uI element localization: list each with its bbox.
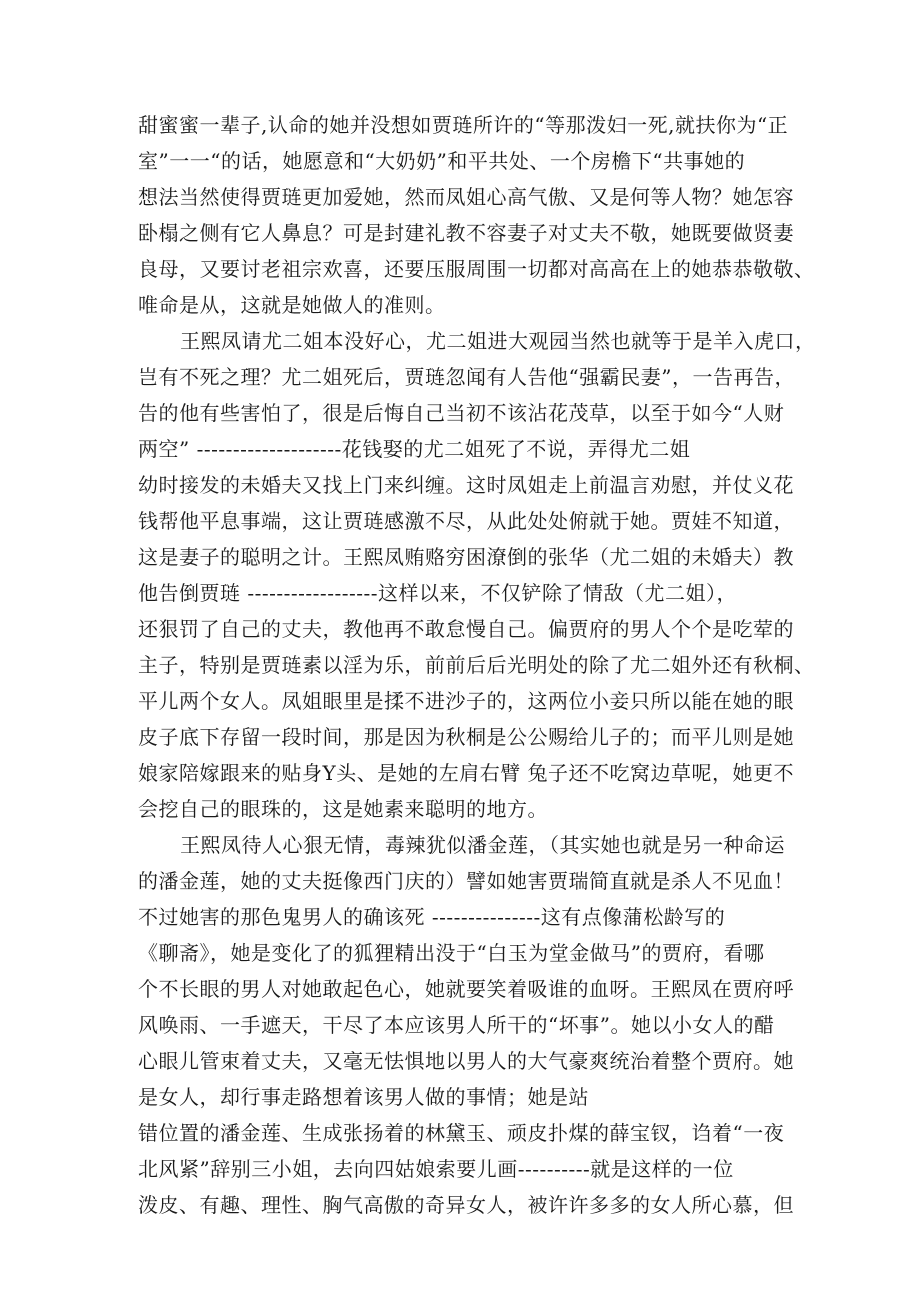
text-line: 是女人，却行事走路想着该男人做的事情；她是站 — [138, 1085, 589, 1109]
text-line: 两空” --------------------花钱娶的尤二姐死了不说，弄得尤二姐 — [138, 437, 691, 461]
text-line: 主子，特别是贾琏素以淫为乐，前前后后光明处的除了尤二姐外还有秋桐、 — [138, 653, 815, 677]
text-line: 不过她害的那色鬼男人的确该死 ---------------这有点像蒲松龄写的 — [138, 905, 726, 929]
text-line: 北风紧”辞别三小姐，去向四姑娘索要儿画----------就是这样的一位 — [138, 1157, 734, 1181]
text-line: 个不长眼的男人对她敢起色心，她就要笑着吸谁的血呀。王熙凤在贾府呼 — [138, 977, 794, 1001]
paragraph-first-line: 王熙凤待人心狠无情，毒辣犹似潘金莲，（其实她也就是另一种命运 — [180, 833, 785, 857]
paragraph-first-line: 王熙凤请尤二姐本没好心，尤二姐进大观园当然也就等于是羊入虎口， — [180, 329, 816, 353]
text-line: 钱帮他平息事端，这让贾琏感激不尽，从此处处俯就于她。贾娃不知道， — [138, 509, 794, 533]
text-line: 想法当然使得贾琏更加爱她，然而凤姐心高气傲、又是何等人物？她怎容 — [138, 185, 794, 209]
text-line: 平儿两个女人。凤姐眼里是揉不进沙子的，这两位小妾只所以能在她的眼 — [138, 689, 794, 713]
text-line: 唯命是从，这就是她做人的准则。 — [138, 293, 446, 317]
text-line: 会挖自己的眼珠的，这是她素来聪明的地方。 — [138, 797, 548, 821]
text-line: 良母，又要讨老祖宗欢喜，还要压服周围一切都对高高在上的她恭恭敬敬、 — [138, 257, 815, 281]
text-line: 心眼儿管束着丈夫，又毫无怯惧地以男人的大气豪爽统治着整个贾府。她 — [138, 1049, 794, 1073]
text-line: 室”一一“的话，她愿意和“大奶奶”和平共处、一个房檐下“共事她的 — [138, 149, 746, 173]
text-line: 幼时接发的未婚夫又找上门来纠缠。这时凤姐走上前温言劝慰，并仗义花 — [138, 473, 794, 497]
text-line: 这是妻子的聪明之计。王熙凤贿赂穷困潦倒的张华（尤二姐的未婚夫）教 — [138, 545, 794, 569]
text-line: 泼皮、有趣、理性、胸气高傲的奇异女人，被许许多多的女人所心慕，但 — [138, 1193, 794, 1217]
text-line: 的潘金莲，她的丈夫挺像西门庆的）譬如她害贾瑞简直就是杀人不见血！ — [138, 869, 794, 893]
text-line: 岂有不死之理？尤二姐死后，贾琏忽闻有人告他“强霸民妻”，一告再告， — [138, 365, 795, 389]
text-line: 告的他有些害怕了，很是后悔自己当初不该沾花茂草，以至于如今“人财 — [138, 401, 785, 425]
text-line: 卧榻之侧有它人鼻息？可是封建礼教不容妻子对丈夫不敬，她既要做贤妻 — [138, 221, 794, 245]
text-line: 风唤雨、一手遮天，干尽了本应该男人所干的“坏事”。她以小女人的醋 — [138, 1013, 775, 1037]
text-line: 皮子底下存留一段时间，那是因为秋桐是公公赐给儿子的；而平儿则是她 — [138, 725, 794, 749]
text-line: 娘家陪嫁跟来的贴身Y头、是她的左肩右臂 兔子还不吃窝边草呢，她更不 — [138, 761, 795, 785]
text-line: 他告倒贾琏 ------------------这样以来，不仅铲除了情敌（尤二姐）， — [138, 581, 737, 605]
text-line: 甜蜜蜜一辈子,认命的她并没想如贾琏所许的“等那泼妇一死,就扶你为“正 — [138, 113, 789, 137]
text-line: 还狠罚了自己的丈夫，教他再不敢怠慢自己。偏贾府的男人个个是吃荤的 — [138, 617, 794, 641]
text-line: 错位置的潘金莲、生成张扬着的林黛玉、顽皮扑煤的薛宝钗，诌着“一夜 — [138, 1121, 785, 1145]
text-line: 《聊斋》，她是变化了的狐狸精出没于“白玉为堂金做马”的贾府，看哪 — [138, 941, 765, 965]
